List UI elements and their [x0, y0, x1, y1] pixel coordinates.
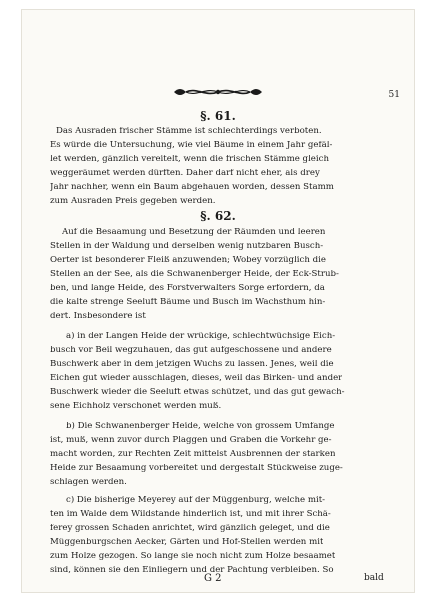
section-62-intro-line-6: die kalte strenge Seeluft Bäume und Busch im Wachsthum hin-	[50, 298, 326, 307]
item-b-line-2: ist, muß, wenn zuvor durch Plaggen und Graben die Vorkehr ge-	[50, 436, 332, 445]
item-b-line-5: schlagen werden.	[50, 478, 127, 487]
section-61-line-2: Es würde die Untersuchung, wie viel Bäume in einem Jahr gefäl-	[50, 141, 333, 150]
ornament-divider	[170, 84, 266, 100]
section-62-intro-line-1: Auf die Besaamung und Besetzung der Räumden und leeren	[62, 228, 326, 237]
item-c-line-5: zum Holze gezogen. So lange sie noch nicht zum Holze besaamet	[50, 552, 336, 561]
section-61-line-6: zum Ausraden Preis gegeben werden.	[50, 197, 216, 206]
section-61-line-3: let werden, gänzlich vereitelt, wenn die frischen Stämme gleich	[50, 155, 329, 164]
item-c-line-1: c) Die bisherige Meyerey auf der Müggenburg, welche mit-	[66, 496, 326, 505]
book-page	[22, 10, 414, 592]
item-c-line-3: ferey grossen Schaden anrichtet, wird gänzlich geleget, und die	[50, 524, 330, 533]
page-number: 51	[388, 90, 400, 100]
section-61-line-1: Das Ausraden frischer Stämme ist schlechterdings verboten.	[56, 127, 322, 136]
item-c-line-2: ten im Walde dem Wildstande hinderlich ist, und mit ihrer Schä-	[50, 510, 331, 519]
section-61-line-4: weggeräumet werden dürften. Daher darf nicht eher, als drey	[50, 169, 320, 178]
item-a-line-6: sene Eichholz verschonet werden muß.	[50, 402, 222, 411]
section-62-intro-line-4: Stellen an der See, als die Schwanenberger Heide, der Eck-Strub-	[50, 270, 339, 279]
item-b-line-3: macht worden, zur Rechten Zeit mittelst Ausbrennen der starken	[50, 450, 336, 459]
item-a-line-2: busch vor Beil wegzuhauen, das gut aufgeschossene und andere	[50, 346, 332, 355]
catchword: bald	[364, 573, 384, 583]
section-62-intro-line-7: dert. Insbesondere ist	[50, 312, 146, 321]
section-62-intro-line-5: ben, und lange Heide, des Forstverwalters Sorge erfordern, da	[50, 284, 325, 293]
section-61-line-5: Jahr nachher, wenn ein Baum abgehauen worden, dessen Stamm	[50, 183, 334, 192]
section-62-intro-line-2: Stellen in der Waldung und derselben wenig nutzbaren Busch-	[50, 242, 324, 251]
item-c-line-4: Müggenburgschen Aecker, Gärten und Hof-Stellen werden mit	[50, 538, 324, 547]
section-62-intro-line-3: Oerter ist besonderer Fleiß anzuwenden; Wobey vorzüglich die	[50, 256, 326, 265]
item-a-line-5: Buschwerk wieder die Seeluft etwas schützet, und das gut gewach-	[50, 388, 345, 397]
signature-mark: G 2	[204, 573, 222, 584]
section-61-title: §. 61.	[200, 109, 236, 123]
item-c-line-6: sind, können sie den Einliegern und der Pachtung verbleiben. So	[50, 566, 334, 575]
item-b-line-1: b) Die Schwanenberger Heide, welche von grossem Umfange	[66, 422, 335, 431]
section-62-title: §. 62.	[200, 209, 236, 223]
item-b-line-4: Heide zur Besaamung vorbereitet und dergestalt Stückweise zuge-	[50, 464, 343, 473]
item-a-line-3: Buschwerk aber in dem jetzigen Wuchs zu lassen. Jenes, weil die	[50, 360, 334, 369]
item-a-line-1: a) in der Langen Heide der wrückige, schlechtwüchsige Eich-	[66, 332, 336, 341]
item-a-line-4: Eichen gut wieder ausschlagen, dieses, weil das Birken- und ander	[50, 374, 343, 383]
